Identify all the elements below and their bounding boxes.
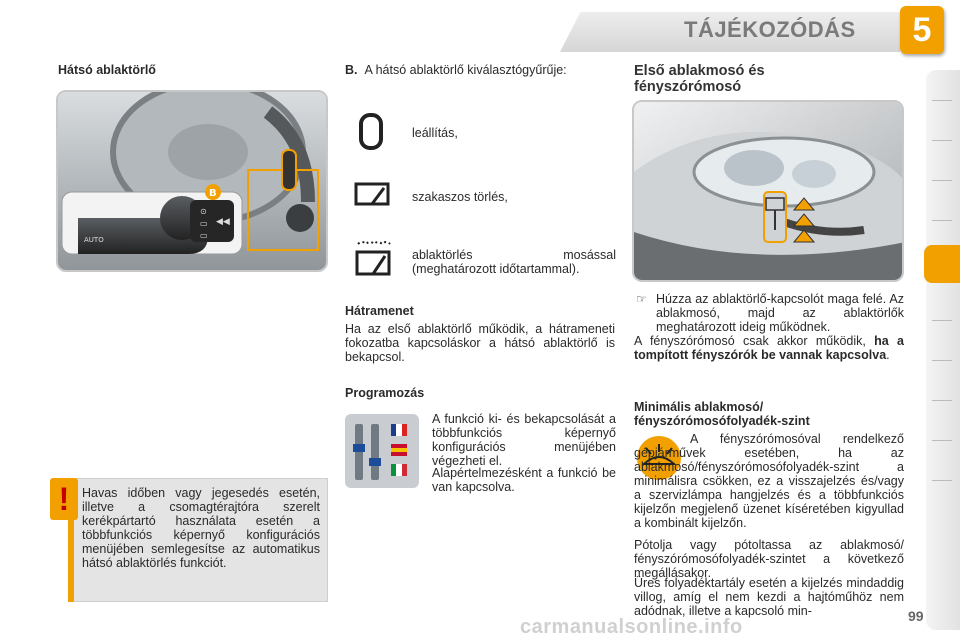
section-heading-rear-wiper: Hátsó ablaktörlő xyxy=(58,63,156,77)
option-intermittent-text: szakaszos törlés, xyxy=(412,190,508,204)
min-level-refill-text: Pótolja vagy pótoltassa az ablakmosó/ fényszórómosófolyadék-szintet a következő megállásakor. xyxy=(634,538,904,580)
front-washer-stalk-photo xyxy=(632,100,904,282)
condition-end: . xyxy=(886,348,890,362)
tab-divider xyxy=(932,400,952,401)
min-level-empty-text: Üres folyadéktartály esetén a kijelzés mindaddig villog, amíg el nem kezdi a hajtóműhöz nem adódnak, illetve a kapcsoló min- xyxy=(634,576,904,618)
chapter-tab-active xyxy=(924,245,960,283)
section-heading-programming: Programozás xyxy=(345,386,425,400)
svg-text:⊙: ⊙ xyxy=(200,207,207,216)
wiper-off-icon xyxy=(356,112,388,152)
wiper-intermittent-icon xyxy=(354,180,392,214)
b-text: A hátsó ablaktörlő kiválasztógyűrűje: xyxy=(364,63,567,77)
page-title: TÁJÉKOZÓDÁS xyxy=(684,17,856,42)
option-off-text: leállítás, xyxy=(412,126,458,140)
option-wash-text: ablaktörlés mosással (meghatározott időtartammal). xyxy=(412,248,616,276)
warning-text: Havas időben vagy jegesedés esetén, illetve a csomagtérajtóra szerelt kerékpártartó használata esetén a többfunkciós képernyő konfigurációs menüjében semlegesítse az automatikus hátsó ablaktörlés funkciót. xyxy=(82,486,320,570)
chapter-number-badge: 5 xyxy=(900,6,944,54)
svg-text:▭: ▭ xyxy=(200,231,208,240)
tab-divider xyxy=(932,440,952,441)
callout-b: B xyxy=(209,188,217,199)
programming-text-1: A funkció ki- és bekapcsolását a többfunkciós képernyő konfigurációs menüjében végezheti el. xyxy=(432,412,616,468)
tab-divider xyxy=(932,360,952,361)
reverse-text: Ha az első ablaktörlő működik, a hátrameneti fokozatba kapcsoláskor a hátsó ablaktörlő is bekapcsol. xyxy=(345,322,615,364)
config-menu-thumbnail xyxy=(345,414,419,488)
svg-text:◀◀: ◀◀ xyxy=(216,217,230,227)
tab-divider xyxy=(932,320,952,321)
section-heading-reverse: Hátramenet xyxy=(345,304,414,318)
condition-text: A fényszórómosó csak akkor működik, xyxy=(634,334,866,348)
rear-wiper-stalk-photo xyxy=(56,90,328,272)
section-heading-front-washer: Első ablakmosó és fényszórómosó xyxy=(634,63,765,95)
svg-text:▭: ▭ xyxy=(200,219,208,228)
chapter-tab-strip xyxy=(926,70,960,630)
stalk-label-auto: AUTO xyxy=(84,236,104,244)
tab-divider xyxy=(932,220,952,221)
tab-divider xyxy=(932,480,952,481)
section-heading-min-level: Minimális ablakmosó/ fényszórómosófolyadék-szint xyxy=(634,400,810,428)
bullet-hand-icon: ☞ xyxy=(636,292,647,306)
b-description xyxy=(345,63,615,77)
wiper-wash-icon xyxy=(354,238,394,282)
warning-exclamation-icon: ! xyxy=(50,478,78,520)
page-number: 99 xyxy=(908,608,924,624)
condition-bold-text: ha a tompított fényszórók be vannak kapcsolva xyxy=(634,334,904,362)
tab-divider xyxy=(932,140,952,141)
warning-accent-bar xyxy=(68,520,74,602)
min-level-text: A fényszórómosóval rendelkező gépjárművek esetében, ha az ablakmosó/fényszórómosófolyadék-szint a minimálisra csökken, ez a visszajelzés és/vagy a szervizlámpa hangjelzés és a többfunkciós kijelzőn megjelenő üzenet kíséretében kigyullad a kombinált kijelzőn. xyxy=(634,432,904,530)
tab-divider xyxy=(932,180,952,181)
watermark: carmanualsonline.info xyxy=(520,616,743,638)
headlamp-washer-condition xyxy=(634,334,904,362)
tab-divider xyxy=(932,100,952,101)
b-label: B. xyxy=(345,63,358,77)
programming-text-2: Alapértelmezésként a funkció be van kapcsolva. xyxy=(432,466,616,494)
bullet-text: Húzza az ablaktörlő-kapcsolót maga felé. Az ablakmosó, majd az ablaktörlők meghatározott ideig működnek. xyxy=(656,292,904,334)
